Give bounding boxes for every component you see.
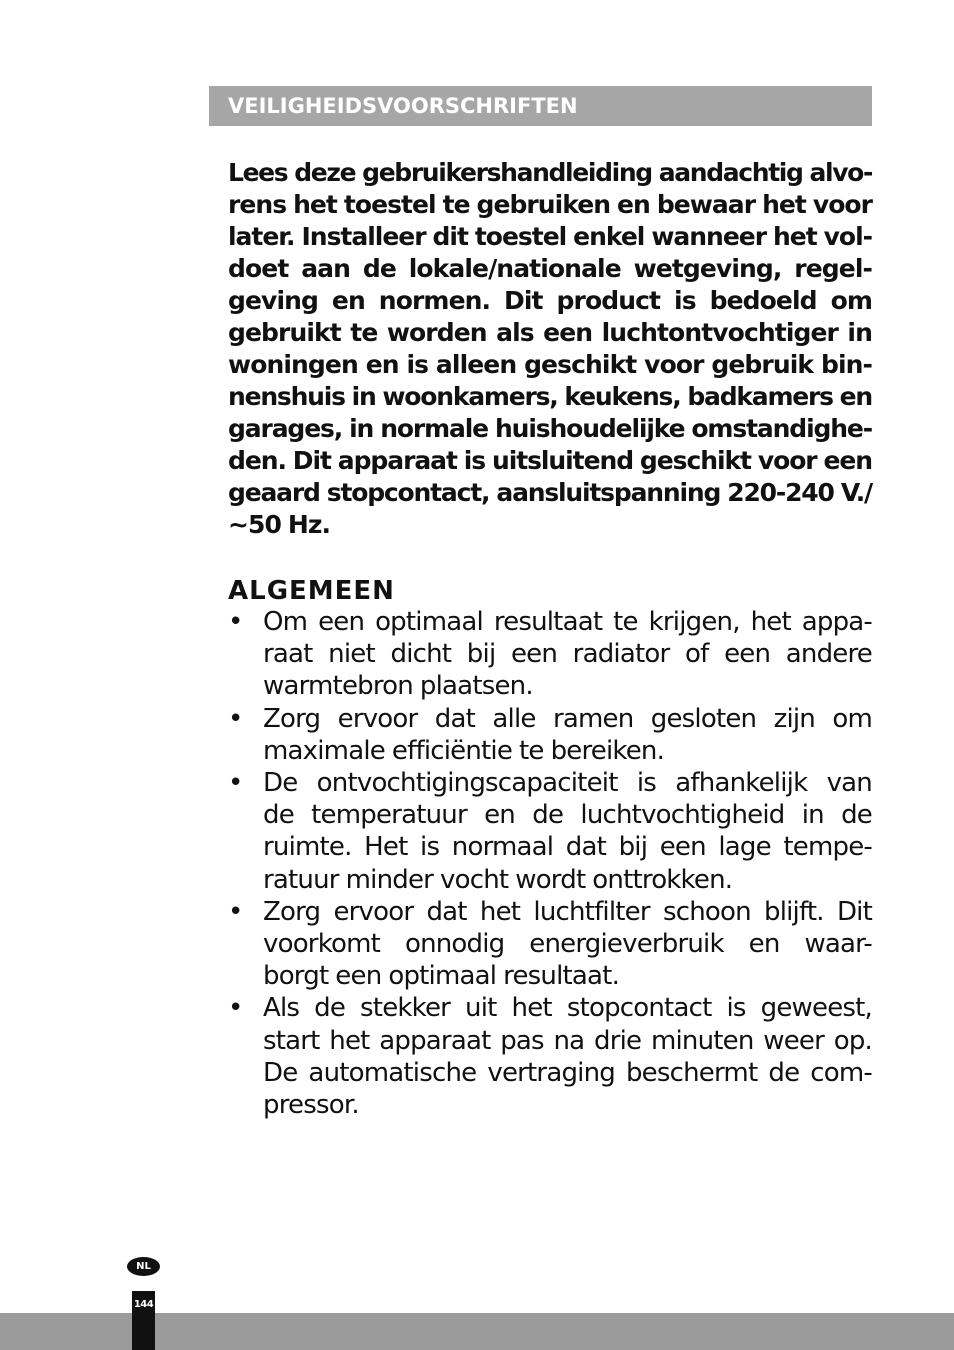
intro-line: Lees deze gebruikershandleiding aandachtig alvo- [228, 158, 872, 187]
list-item-line: Om een optimaal resultaat te krijgen, het appa- [263, 607, 872, 637]
intro-line: woningen en is alleen geschikt voor gebruik bin- [228, 350, 872, 379]
general-heading: ALGEMEEN [228, 576, 395, 606]
list-item-line: start het apparaat pas na drie minuten weer op. [263, 1025, 872, 1056]
list-item-line: de temperatuur en de luchtvochtigheid in de [263, 800, 872, 831]
list-item-line: De ontvochtigingscapaciteit is afhankelijk van [263, 768, 872, 799]
bullet-icon: • [228, 768, 243, 799]
intro-line: geaard stopcontact, aansluitspanning 220-240 V./ [228, 478, 872, 507]
list-item [228, 767, 872, 896]
list-item [228, 992, 872, 1121]
intro-line: doet aan de lokale/nationale wetgeving, regel- [228, 254, 872, 283]
list-item [228, 896, 872, 993]
bullet-icon: • [228, 607, 243, 637]
section-title-bar [209, 86, 872, 126]
section-title: VEILIGHEIDSVOORSCHRIFTEN [228, 94, 578, 118]
bullet-icon: • [228, 896, 243, 927]
list-item-line: Zorg ervoor dat het luchtfilter schoon blijft. Dit [263, 896, 872, 927]
list-item-line: warmtebron plaatsen. [263, 671, 533, 702]
intro-line: rens het toestel te gebruiken en bewaar het voor [228, 190, 872, 219]
list-item-line: maximale efficiëntie te bereiken. [263, 735, 665, 766]
list-item-line: ratuur minder vocht wordt onttrokken. [263, 864, 733, 895]
page-number-tab [132, 1291, 155, 1350]
list-item-line: borgt een optimaal resultaat. [263, 961, 620, 992]
list-item-line: ruimte. Het is normaal dat bij een lage tempe- [263, 832, 872, 863]
intro-line: nenshuis in woonkamers, keukens, badkamers en [228, 382, 872, 411]
intro-line: den. Dit apparaat is uitsluitend geschikt voor een [228, 446, 872, 475]
list-item-line: pressor. [263, 1090, 359, 1121]
page-number: 144 [133, 1299, 154, 1310]
list-item-line: voorkomt onnodig energieverbruik en waar- [263, 929, 872, 960]
intro-paragraph [228, 157, 872, 541]
language-badge: NL [127, 1257, 160, 1276]
bullet-icon: • [228, 703, 243, 734]
intro-line: gebruikt te worden als een luchtontvochtiger in [228, 318, 872, 347]
list-item-line: Als de stekker uit het stopcontact is geweest, [263, 993, 872, 1024]
list-item-line: Zorg ervoor dat alle ramen gesloten zijn om [263, 703, 872, 734]
list-item [228, 606, 872, 703]
general-list [228, 606, 872, 1121]
list-item [228, 703, 872, 767]
list-item-line: raat niet dicht bij een radiator of een andere [263, 639, 872, 670]
intro-line: geving en normen. Dit product is bedoeld om [228, 286, 872, 315]
intro-line: later. Installeer dit toestel enkel wanneer het vol- [228, 222, 872, 251]
list-item-line: De automatische vertraging beschermt de com- [263, 1057, 872, 1088]
intro-line: garages, in normale huishoudelijke omstandighe- [228, 414, 872, 443]
intro-line: ~50 Hz. [228, 510, 331, 539]
bullet-icon: • [228, 993, 243, 1024]
